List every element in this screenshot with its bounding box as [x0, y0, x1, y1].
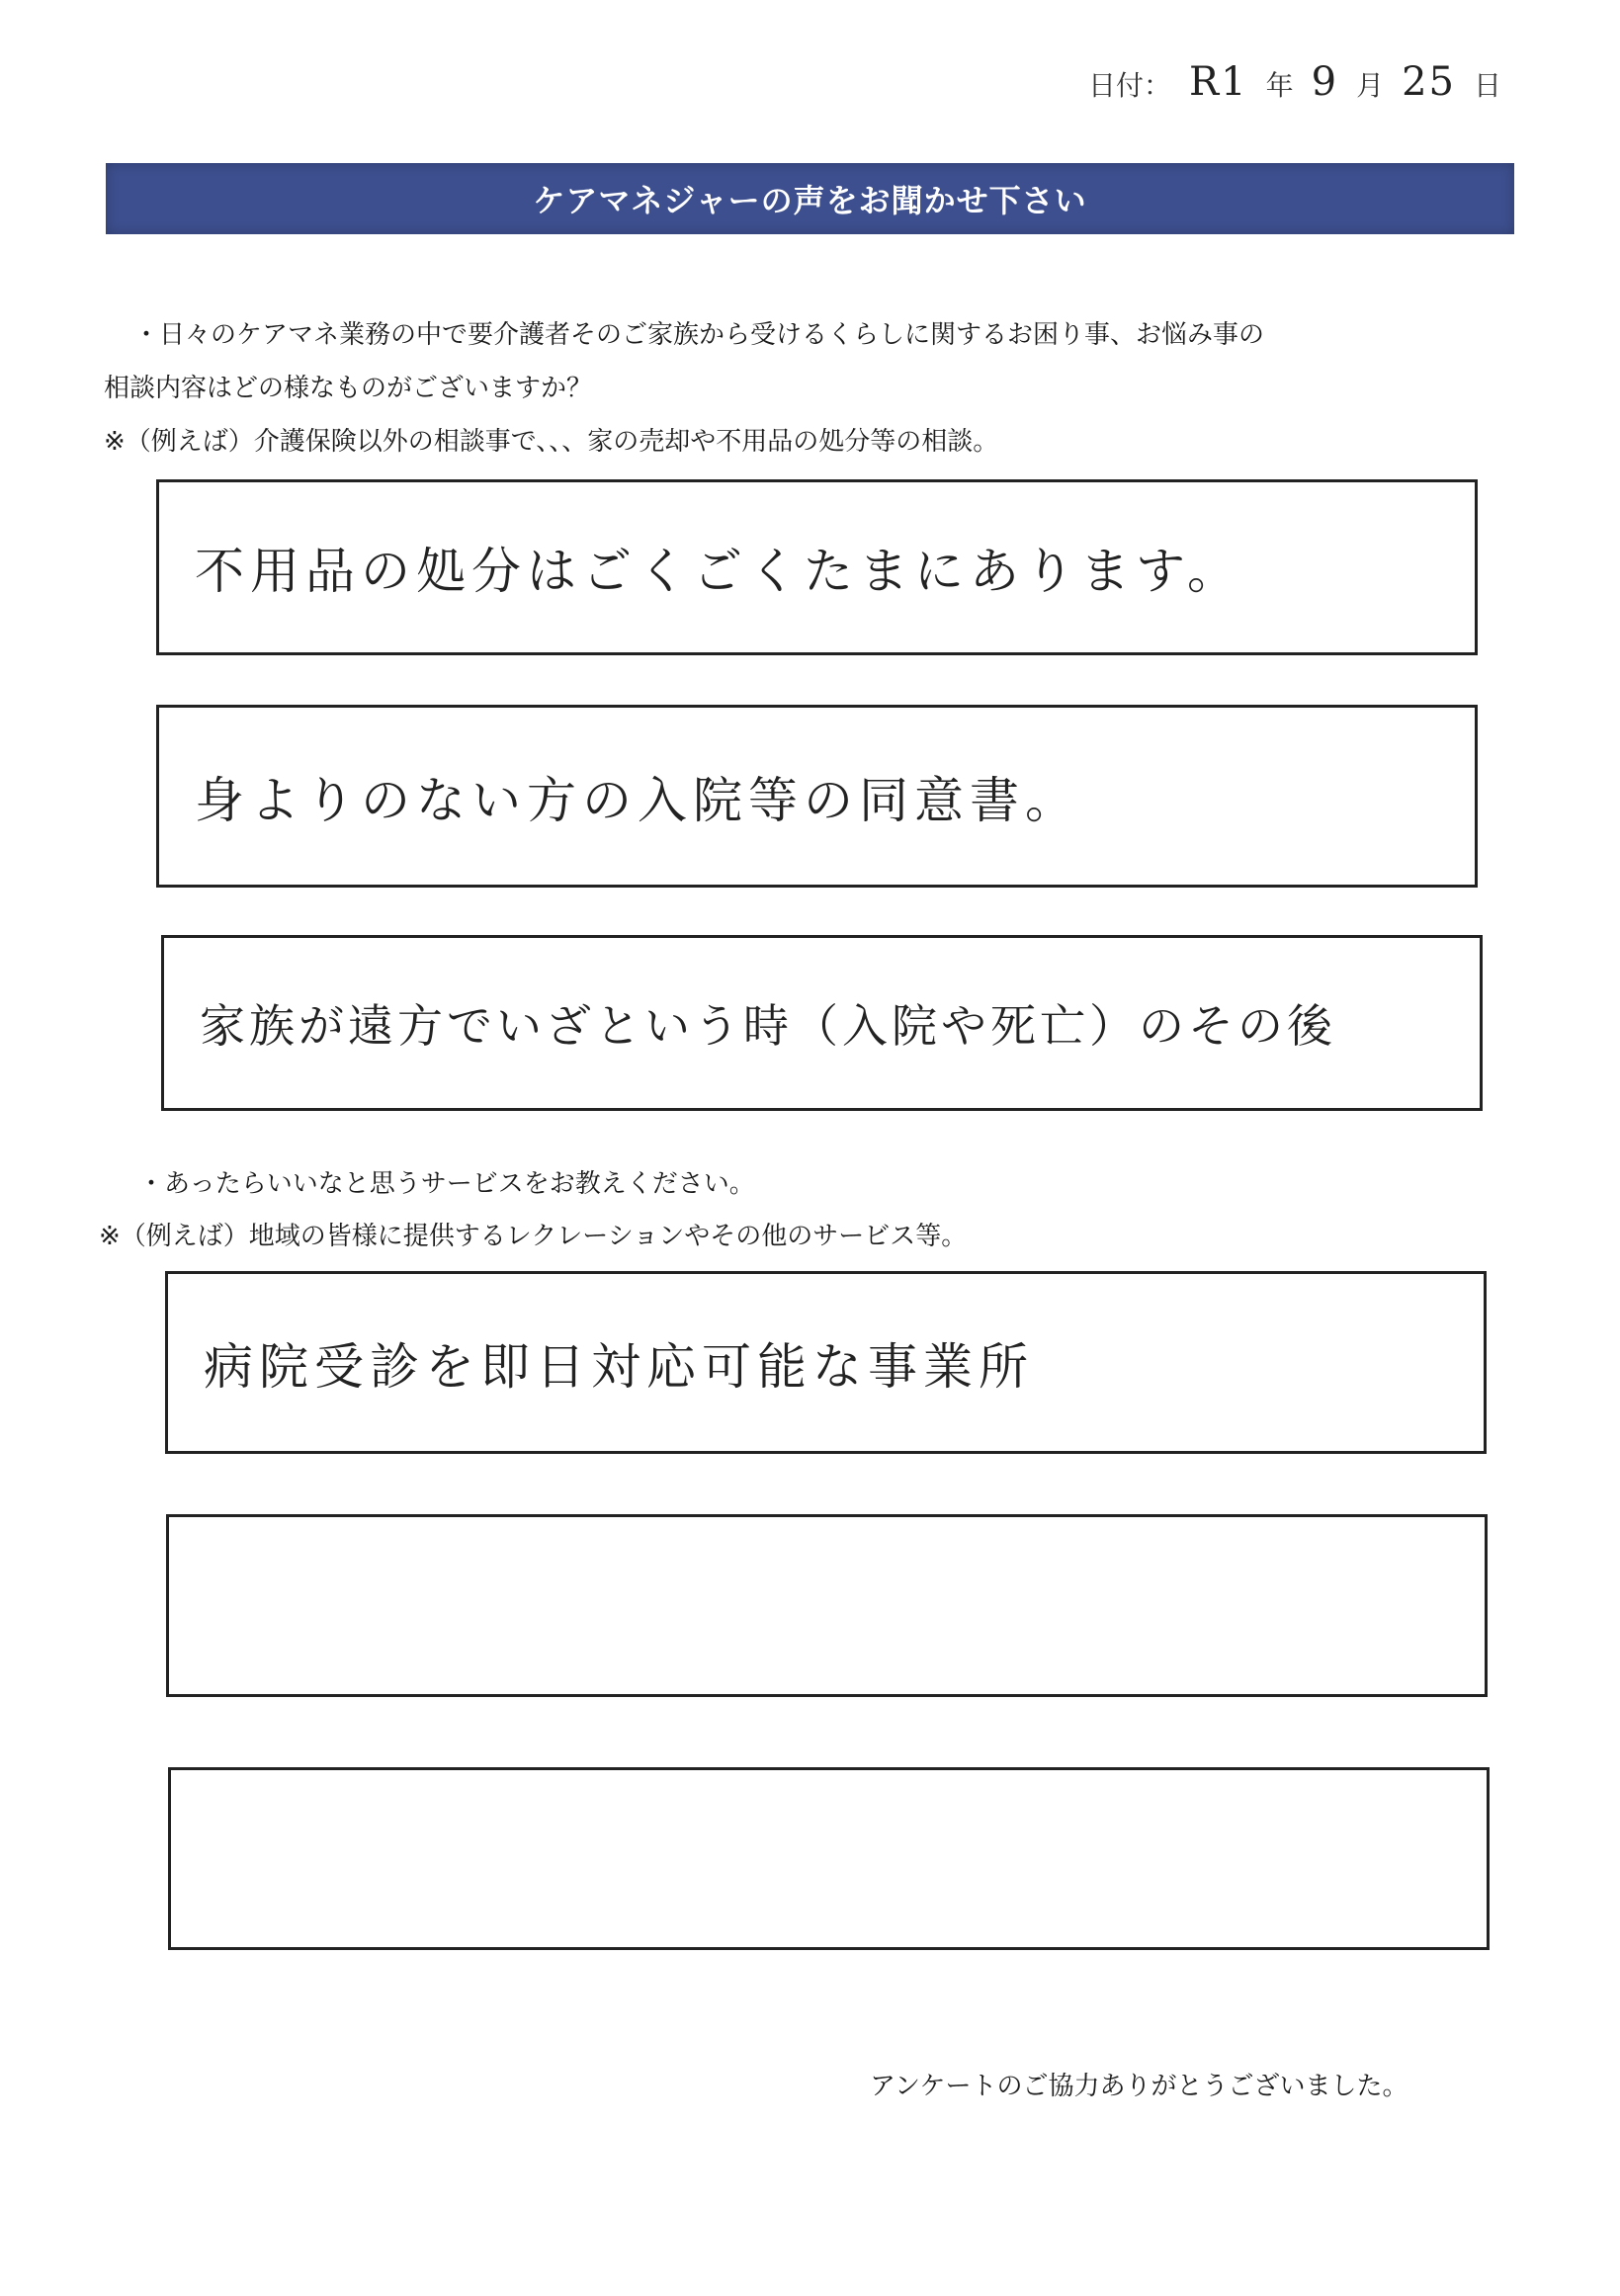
thanks-message: アンケートのご協力ありがとうございました。 — [870, 2072, 1408, 2101]
answer-text-3: 家族が遠方でいざという時（入院や死亡）のその後 — [200, 999, 1336, 1053]
answer-box-2[interactable] — [156, 705, 1478, 888]
answer-box-5[interactable] — [166, 1514, 1488, 1697]
section1-example: ※（例えば）介護保険以外の相談事で、、、家の売却や不用品の処分等の相談。 — [104, 427, 999, 457]
date-row — [1088, 59, 1501, 105]
date-year-unit: 年 — [1265, 69, 1294, 102]
date-month-unit: 月 — [1356, 69, 1385, 102]
answer-box-6[interactable] — [168, 1767, 1490, 1950]
answer-box-1[interactable] — [156, 479, 1478, 655]
date-day-value: 25 — [1402, 59, 1456, 105]
answer-text-1: 不用品の処分はごくごくたまにあります。 — [195, 543, 1242, 600]
date-year-value: R1 — [1189, 59, 1248, 105]
date-day-unit: 日 — [1473, 69, 1501, 102]
section2-example: ※（例えば）地域の皆様に提供するレクレーションやその他のサービス等。 — [99, 1222, 968, 1251]
date-label: 日付： — [1088, 69, 1172, 102]
date-month-value: 9 — [1311, 59, 1339, 105]
answer-box-4[interactable] — [165, 1271, 1487, 1454]
section2-question: ・あったらいいなと思うサービスをお教えください。 — [138, 1169, 755, 1199]
section1-question-line2: 相談内容はどの様なものがございますか？ — [104, 374, 593, 403]
answer-text-2: 身よりのない方の入院等の同意書。 — [195, 771, 1080, 829]
answer-box-3[interactable] — [161, 935, 1483, 1111]
page-title: ケアマネジャーの声をお聞かせ下さい — [533, 182, 1087, 219]
answer-text-4: 病院受診を即日対応可能な事業所 — [204, 1337, 1034, 1396]
title-banner — [106, 163, 1514, 234]
section1-question-line1: ・日々のケアマネ業務の中で要介護者そのご家族から受けるくらしに関するお困り事、お悩み事の — [133, 320, 1265, 350]
